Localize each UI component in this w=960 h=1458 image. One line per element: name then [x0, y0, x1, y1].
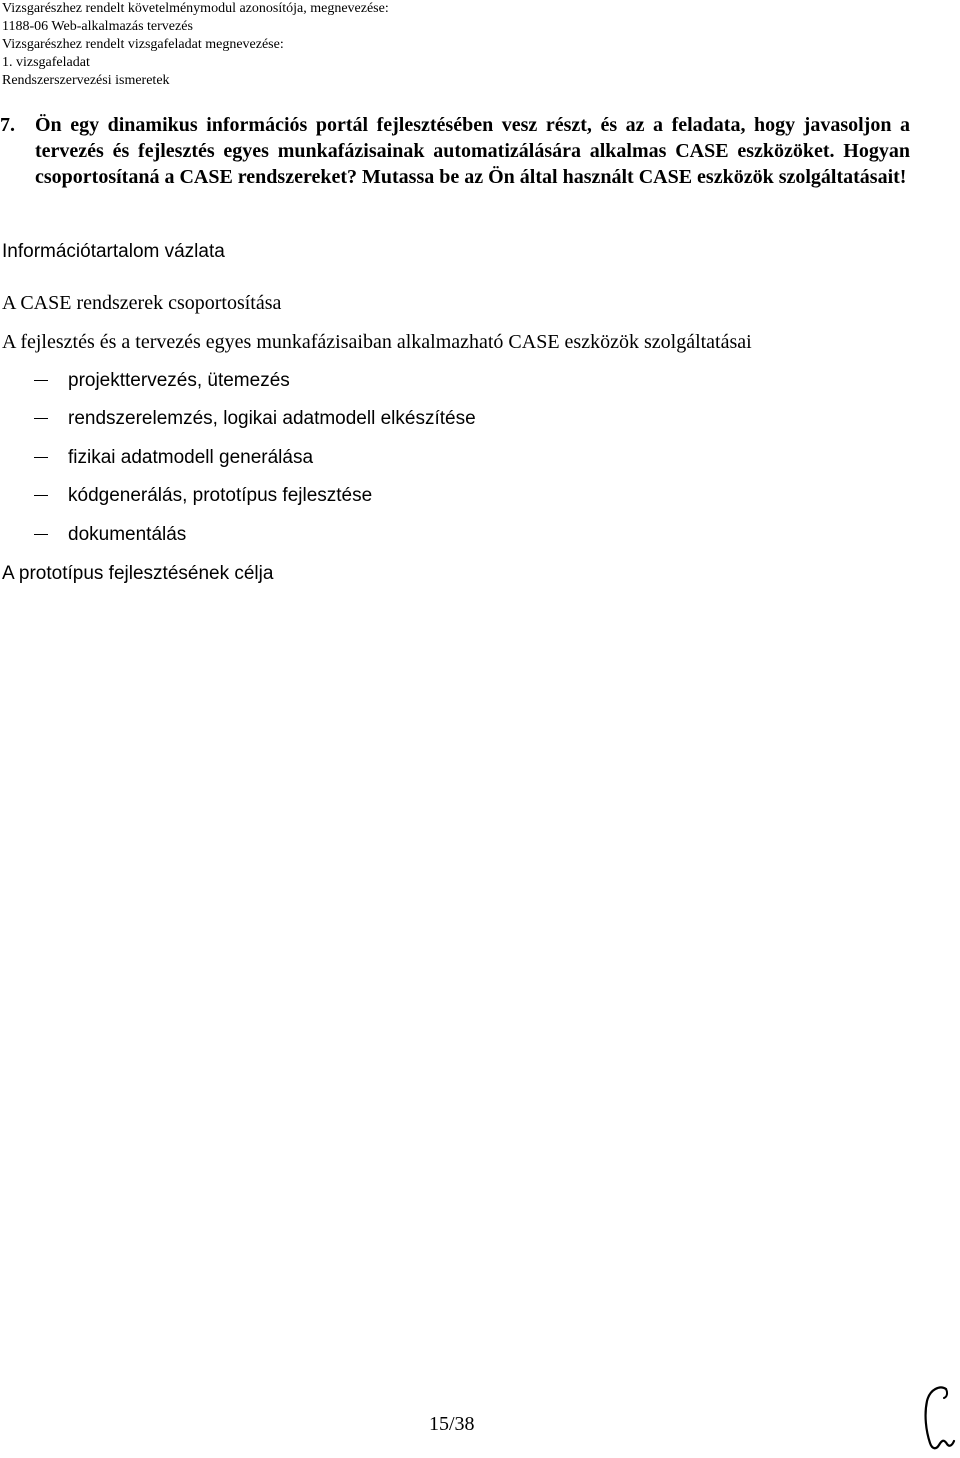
- header-line: 1. vizsgafeladat: [2, 55, 90, 70]
- bullet-text: projekttervezés, ütemezés: [68, 370, 290, 391]
- outline-item: A prototípus fejlesztésének célja: [2, 563, 274, 584]
- header-line: Vizsgarészhez rendelt vizsgafeladat megnevezése:: [2, 37, 284, 52]
- task-text: Ön egy dinamikus információs portál fejlesztésében vesz részt, és az a feladata, hogy javasoljon a tervezés és fejlesztés egyes munkafázisainak automatizálására alkalmas CASE eszközöket. Hogyan csoportosítaná a CASE rendszereket? Mutassa be az Ön által használt CASE eszközök szolgáltatásait!: [35, 114, 910, 188]
- bullet-text: dokumentálás: [68, 524, 187, 545]
- document-header: [2, 0, 389, 90]
- bullet-text: kódgenerálás, prototípus fejlesztése: [68, 485, 373, 506]
- task-number: 7.: [0, 114, 15, 136]
- dash-bullet-icon: [34, 457, 48, 458]
- header-line: Rendszerszervezési ismeretek: [2, 73, 170, 88]
- header-line: Vizsgarészhez rendelt követelménymodul azonosítója, megnevezése:: [2, 1, 389, 16]
- page-number: 15/38: [429, 1413, 475, 1435]
- bullet-text: rendszerelemzés, logikai adatmodell elkészítése: [68, 408, 476, 429]
- outline-title: Információtartalom vázlata: [2, 241, 225, 262]
- bullet-text: fizikai adatmodell generálása: [68, 447, 314, 468]
- signature-mark: [918, 1383, 958, 1453]
- header-line: 1188-06 Web-alkalmazás tervezés: [2, 19, 193, 34]
- dash-bullet-icon: [34, 418, 48, 419]
- outline-item: A fejlesztés és a tervezés egyes munkafázisaiban alkalmazható CASE eszközök szolgáltatásai: [2, 331, 752, 353]
- dash-bullet-icon: [34, 380, 48, 381]
- dash-bullet-icon: [34, 495, 48, 496]
- dash-bullet-icon: [34, 534, 48, 535]
- outline-item: A CASE rendszerek csoportosítása: [2, 292, 282, 314]
